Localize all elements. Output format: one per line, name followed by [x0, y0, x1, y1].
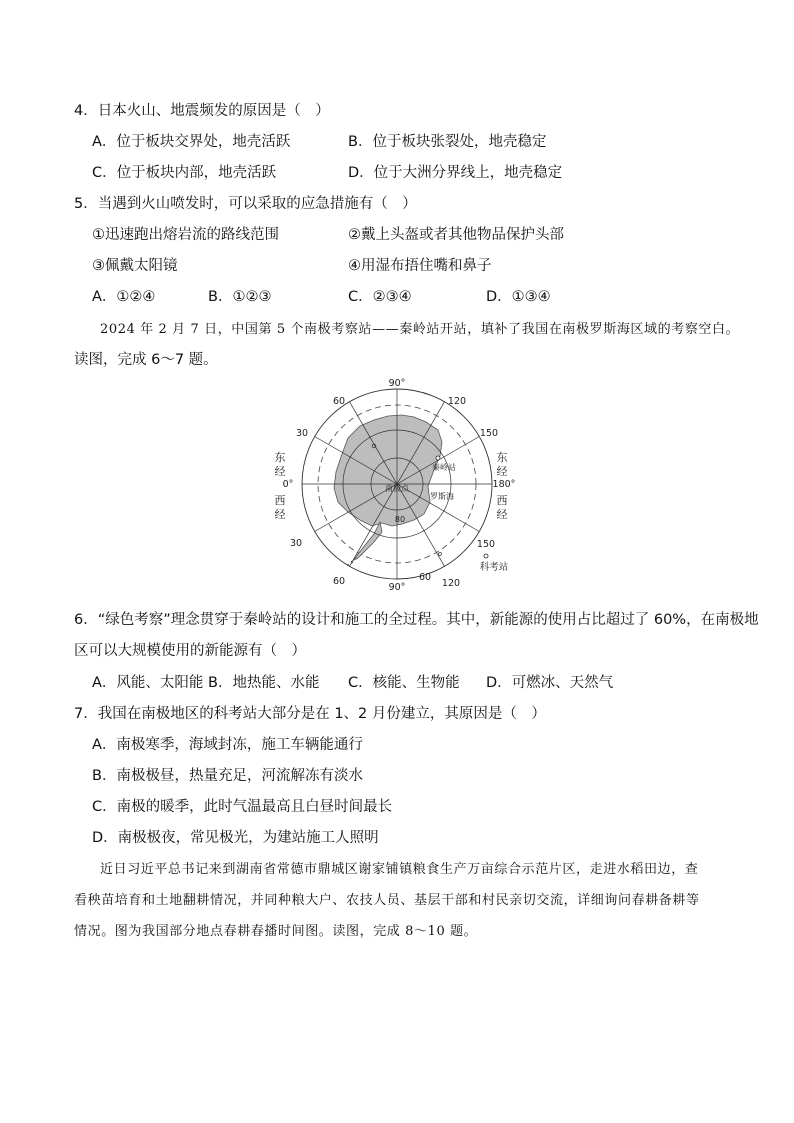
q7-option-d: D．南极极夜，常见极光，为建站施工人照明 — [92, 830, 379, 846]
q6-option-d: D．可燃冰、天然气 — [486, 675, 614, 691]
ross-sea-label: 罗斯海 — [430, 492, 454, 501]
q4-option-b: B．位于板块张裂处，地壳稳定 — [348, 134, 547, 150]
label-180-degree: 180° — [492, 479, 516, 490]
west-right-1: 西 — [496, 494, 508, 507]
q6-option-b: B．地热能、水能 — [208, 675, 320, 691]
label-0-degree: 0° — [282, 479, 294, 490]
q5-option-d: D．①③④ — [486, 289, 551, 305]
south-pole-label: 南极点 — [385, 484, 409, 493]
label-120-top-right: 120 — [447, 396, 467, 407]
label-120-bottom-right: 120 — [441, 578, 461, 589]
q5-option-c: C．②③④ — [348, 289, 412, 305]
antarctica-map — [262, 374, 534, 590]
label-30-bottom-left: 30 — [289, 538, 303, 549]
qinling-station-label: 秦岭站 — [432, 463, 456, 472]
passage-2-line-1: 近日习近平总书记来到湖南省常德市鼎城区谢家铺镇粮食生产万亩综合示范片区，走进水稻田边，查 — [100, 862, 699, 877]
q4-stem: 4．日本火山、地震频发的原因是（ ） — [74, 103, 330, 119]
q6-stem-line-2: 区可以大规模使用的新能源有（ ） — [74, 643, 306, 659]
west-left-2: 经 — [274, 508, 286, 521]
west-left-1: 西 — [274, 494, 286, 507]
antarctic-peninsula — [354, 522, 382, 560]
label-90-bottom: 90° — [388, 582, 406, 590]
label-30-top-left: 30 — [295, 428, 309, 439]
passage-1-line-2: 读图，完成 6～7 题。 — [74, 352, 218, 368]
q7-option-b: B．南极极昼，热量充足，河流解冻有淡水 — [92, 768, 363, 784]
q4-option-d: D．位于大洲分界线上，地壳稳定 — [348, 165, 563, 181]
label-90-top: 90° — [388, 378, 406, 389]
q6-option-a: A．风能、太阳能 — [92, 675, 204, 691]
east-left-2: 经 — [274, 465, 286, 478]
passage-1-line-1: 2024 年 2 月 7 日，中国第 5 个南极考察站——秦岭站开站，填补了我国在南极罗斯海区域的考察空白。 — [100, 322, 740, 337]
label-150-top-right: 150 — [479, 428, 499, 439]
q5-statement-4: ④用湿布捂住嘴和鼻子 — [348, 258, 492, 274]
q5-statement-3: ③佩戴太阳镜 — [92, 258, 178, 274]
q6-stem-line-1: 6．“绿色考察”理念贯穿于秦岭站的设计和施工的全过程。其中，新能源的使用占比超过了 60%，在南极地 — [74, 612, 759, 628]
q4-option-c: C．位于板块内部，地壳活跃 — [92, 165, 277, 181]
q6-option-c: C．核能、生物能 — [348, 675, 460, 691]
research-station-label: 科考站 — [479, 562, 509, 573]
q7-option-a: A．南极寒季，海域封冻，施工车辆能通行 — [92, 737, 363, 753]
q7-option-c: C．南极的暖季，此时气温最高且白昼时间最长 — [92, 799, 393, 815]
label-150-bottom-right: 150 — [476, 539, 496, 550]
q5-option-b: B．①②③ — [208, 289, 272, 305]
q5-statement-1: ①迅速跑出熔岩流的路线范围 — [92, 227, 279, 243]
q5-stem: 5．当遇到火山喷发时，可以采取的应急措施有（ ） — [74, 196, 417, 212]
latitude-80-label: 80 — [394, 515, 406, 524]
label-60-top-left: 60 — [332, 396, 346, 407]
antarctic-continent — [334, 415, 442, 526]
label-60-bottom-center: 60 — [418, 572, 432, 583]
east-right-1: 东 — [496, 451, 508, 464]
east-right-2: 经 — [496, 465, 508, 478]
q7-stem: 7．我国在南极地区的科考站大部分是在 1、2 月份建立，其原因是（ ） — [74, 706, 546, 722]
passage-2-line-3: 情况。图为我国部分地点春耕春播时间图。读图，完成 8～10 题。 — [74, 924, 478, 939]
east-left-1: 东 — [274, 451, 286, 464]
west-right-2: 经 — [496, 508, 508, 521]
label-60-bottom-left: 60 — [332, 576, 346, 587]
q5-option-a: A．①②④ — [92, 289, 156, 305]
q5-statement-2: ②戴上头盔或者其他物品保护头部 — [348, 227, 564, 243]
q4-option-a: A．位于板块交界处，地壳活跃 — [92, 134, 291, 150]
passage-2-line-2: 看秧苗培育和土地翻耕情况，并同种粮大户、农技人员、基层干部和村民亲切交流，详细询问春耕备耕等 — [74, 893, 700, 908]
